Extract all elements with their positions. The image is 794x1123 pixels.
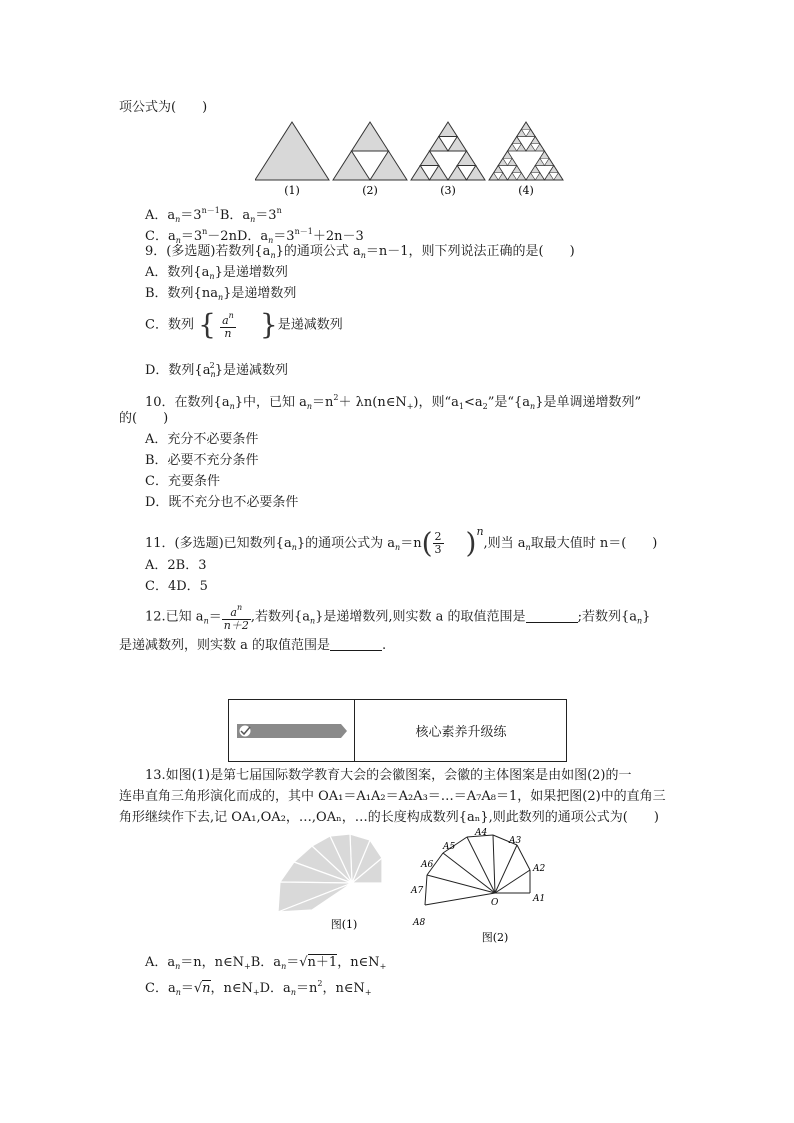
q8-options-ab: A．$a_n=3^{n-1}B$．$a_n=3^n$ — [145, 206, 282, 224]
q10-option-a: A．充分不必要条件 — [145, 432, 259, 447]
q12-stem-cont: 是递减数列，则实数 a 的取值范围是 . — [119, 638, 387, 653]
intro-text: 项公式为( ) — [119, 100, 208, 115]
fig1-label: 图(1) — [330, 918, 358, 930]
fig2-point-a7: A7 — [411, 886, 424, 896]
q10-option-c: C．充要条件 — [145, 474, 220, 489]
q11-fraction: $\frac{2}{3}$ — [434, 530, 442, 556]
q8-options-cd: C．$a_n=3^n-2nD$．$a_n=3^{n-1}+2n-3$ — [145, 227, 364, 245]
tri-label-4: (4) — [518, 184, 534, 197]
q10-option-d: D．既不充分也不必要条件 — [145, 495, 299, 510]
fig2-point-a6: A6 — [421, 860, 434, 870]
fig2-point-a8: A8 — [413, 918, 426, 928]
tri-label-3: (3) — [440, 184, 456, 197]
banner-title: 核心素养升级练 — [415, 725, 507, 740]
emblem-figure — [272, 830, 392, 930]
q13-line-2: 连串直角三角形演化而成的，其中 OA₁＝A₁A₂＝A₂A₃＝…＝A₇A₈＝1，如果把图(2)中的直角三 — [119, 789, 666, 804]
q10-option-b: B．必要不充分条件 — [145, 453, 259, 468]
q13-options-ab: A．$a_n=n$，$n\in N_+B$．$a_n=√n+1$，$n\in N_+$ — [145, 955, 387, 971]
q10-stem: 10．在数列$\{a_n\}$中，已知 $a_n=n^2+$ $\lambda n(n\in N_+)$，则“$a_1<a_2$”是“$\{a_n\}$是单调递增数列” — [145, 393, 642, 411]
fig2-point-a4: A4 — [475, 828, 488, 838]
sierpinski-figure — [255, 120, 570, 198]
triangle-4 — [489, 122, 563, 180]
q9-option-b: B．数列$\{na_n\}$是递增数列 — [145, 286, 297, 302]
q11-options-ab: A．2B．3 — [145, 558, 207, 573]
fig2-label: 图(2) — [481, 931, 509, 944]
fig2-point-a2: A2 — [533, 864, 546, 874]
q12-blank-1[interactable] — [526, 610, 578, 623]
q9-option-a: A．数列$\{a_n\}$是递增数列 — [145, 265, 288, 281]
q13-line-1: 13.如图(1)是第七届国际数学教育大会的会徽图案，会徽的主体图案是由如图(2)的一 — [145, 768, 632, 783]
banner-decoration — [229, 700, 355, 761]
q13-options-cd: C．$a_n=√n$，$n\in N_+D$．$a_n=n^2$，$n\in N_+$ — [145, 979, 372, 997]
q10-stem-cont: 的( ) — [119, 411, 169, 426]
q9-stem: 9．(多选题)若数列$\{a_n\}$的通项公式 $a_n=n-1$，则下列说法正确的是( ) — [145, 244, 575, 260]
q12-stem: 12.已知 $a_n=$ $\frac{a^n}{n+2}$ ,若数列$\{a_n\}$是递增数列,则实数 a 的取值范围是 ;若数列$\{a_n\}$ — [145, 603, 651, 632]
q9-c-fraction: $\frac{a^n}{n}$ — [222, 311, 234, 340]
q11-stem: 11．(多选题)已知数列$\{a_n\}$的通项公式为 $a_n=n$( $\frac{2}{3}$ )$^n$,则当 $a_n$取最大值时 n＝( ) — [145, 525, 658, 560]
q12-blank-2[interactable] — [330, 638, 382, 651]
q9-option-d: D．数列$\{a_n^2\}$是递减数列 — [145, 361, 288, 379]
spiral-figure — [405, 825, 560, 945]
triangle-3 — [411, 122, 485, 180]
q9-option-c: C．数列 { $\frac{a^n}{n}$ }是递减数列 — [145, 308, 343, 341]
fig2-point-a3: A3 — [509, 836, 522, 846]
tri-label-1: (1) — [284, 184, 300, 197]
triangle-2 — [333, 122, 407, 180]
triangle-1 — [255, 122, 329, 180]
tri-label-2: (2) — [362, 184, 378, 197]
fig2-point-a5: A5 — [443, 842, 456, 852]
fig2-point-a1: A1 — [533, 894, 546, 904]
fig2-point-o: O — [491, 898, 499, 908]
section-banner — [228, 699, 567, 762]
q13-line-3: 角形继续作下去,记 OA₁,OA₂，…,OAₙ，…的长度构成数列{aₙ},则此数列的通项公式为( ) — [119, 810, 659, 825]
q11-options-cd: C．4D．5 — [145, 579, 208, 594]
q12-fraction: $\frac{a^n}{n+2}$ — [223, 603, 249, 632]
